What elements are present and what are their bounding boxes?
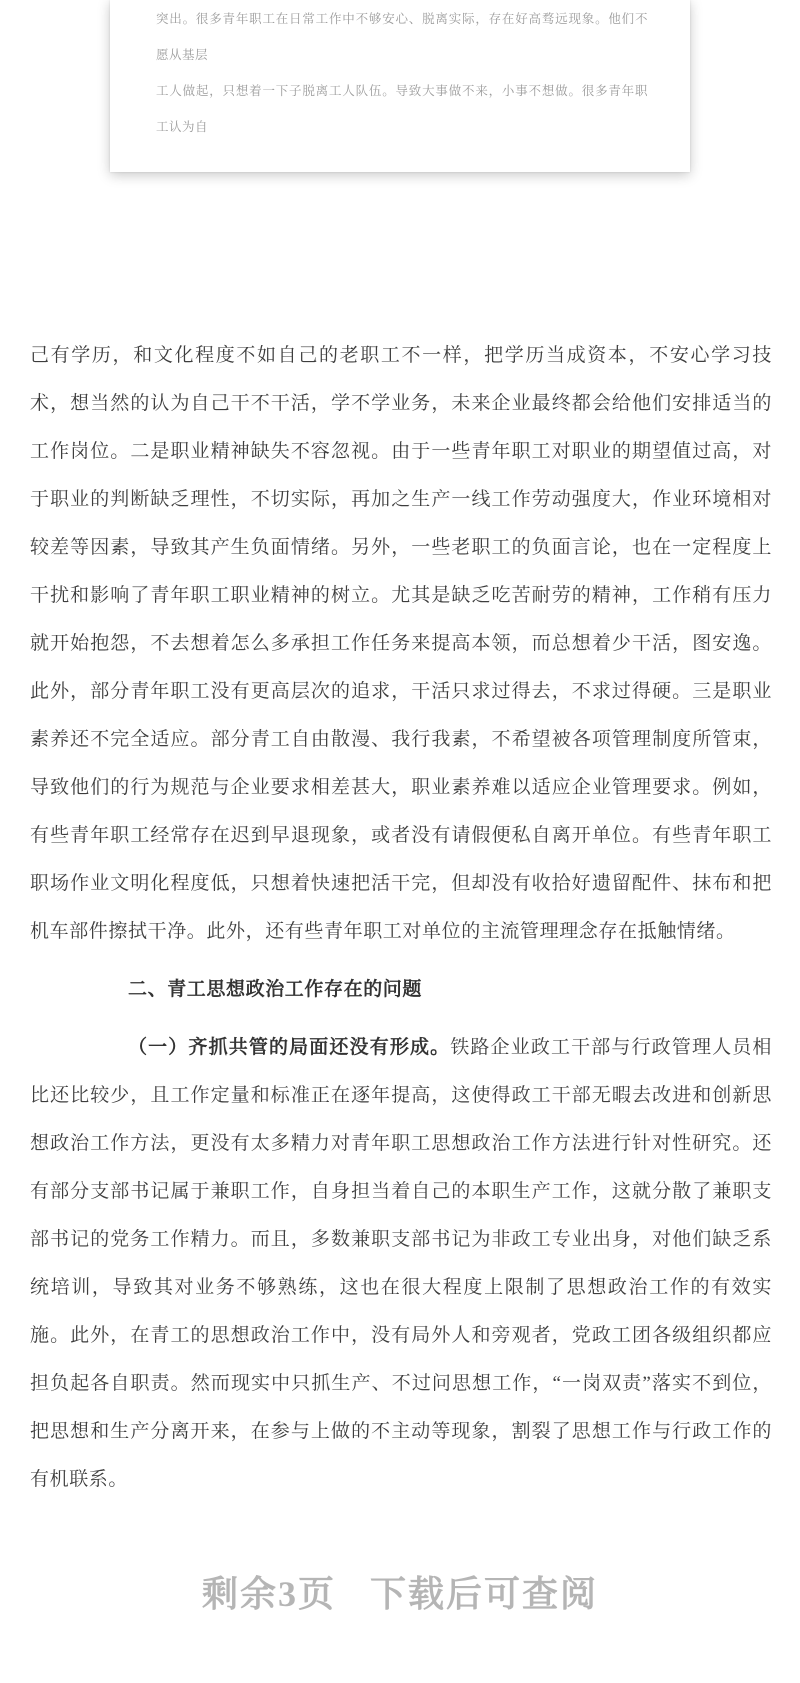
document-body <box>30 332 772 1504</box>
subsection-lead: （一）齐抓共管的局面还没有形成。 <box>128 1037 451 1058</box>
subsection-paragraph <box>30 1024 772 1504</box>
download-hint-text: 下载后可查阅 <box>370 1574 599 1614</box>
section-heading: 二、青工思想政治工作存在的问题 <box>128 979 423 1000</box>
subsection-body-text: 铁路企业政工干部与行政管理人员相比还比较少，且工作定量和标准正在逐年提高，这使得政工干部无暇去改进和创新思想政治工作方法，更没有太多精力对青年职工思想政治工作方法进行针对性研究。还有部分支部书记属于兼职工作，自身担当着自己的本职生产工作，这就分散了兼职支部书记的党务工作精力。而且，多数兼职支部书记为非政工专业出身，对他们缺乏系统培训，导致其对业务不够熟练，这也在很大程度上限制了思想政治工作的有效实施。此外，在青工的思想政治工作中，没有局外人和旁观者，党政工团各级组织都应担负起各自职责。然而现实中只抓生产、不过问思想工作，“一岗双责”落实不到位，把思想和生产分离开来，在参与上做的不主动等现象，割裂了思想工作与行政工作的有机联系。 <box>30 1037 772 1490</box>
preview-text-line: 突出。很多青年职工在日常工作中不够安心、脱离实际，存在好高骛远现象。他们不愿从基层 <box>156 12 648 62</box>
remaining-pages-note <box>0 1566 800 1683</box>
preview-text-line: 工人做起，只想着一下子脱离工人队伍。导致大事做不来，小事不想做。很多青年职工认为自 <box>156 84 648 134</box>
remaining-pages-text: 剩余3页 <box>201 1574 336 1614</box>
paragraph-continuation: 己有学历，和文化程度不如自己的老职工不一样，把学历当成资本，不安心学习技术，想当然的认为自己干不干活，学不学业务，未来企业最终都会给他们安排适当的工作岗位。二是职业精神缺失不容忽视。由于一些青年职工对职业的期望值过高，对于职业的判断缺乏理性，不切实际，再加之生产一线工作劳动强度大，作业环境相对较差等因素，导致其产生负面情绪。另外，一些老职工的负面言论，也在一定程度上干扰和影响了青年职工职业精神的树立。尤其是缺乏吃苦耐劳的精神，工作稍有压力就开始抱怨，不去想着怎么多承担工作任务来提高本领，而总想着少干活，图安逸。此外，部分青年职工没有更高层次的追求，干活只求过得去，不求过得硬。三是职业素养还不完全适应。部分青工自由散漫、我行我素，不希望被各项管理制度所管束，导致他们的行为规范与企业要求相差甚大，职业素养难以适应企业管理要求。例如，有些青年职工经常存在迟到早退现象，或者没有请假便私自离开单位。有些青年职工职场作业文明化程度低，只想着快速把活干完，但却没有收拾好遗留配件、抹布和把机车部件擦拭干净。此外，还有些青年职工对单位的主流管理理念存在抵触情绪。 <box>30 345 772 942</box>
document-preview-page <box>110 0 690 172</box>
